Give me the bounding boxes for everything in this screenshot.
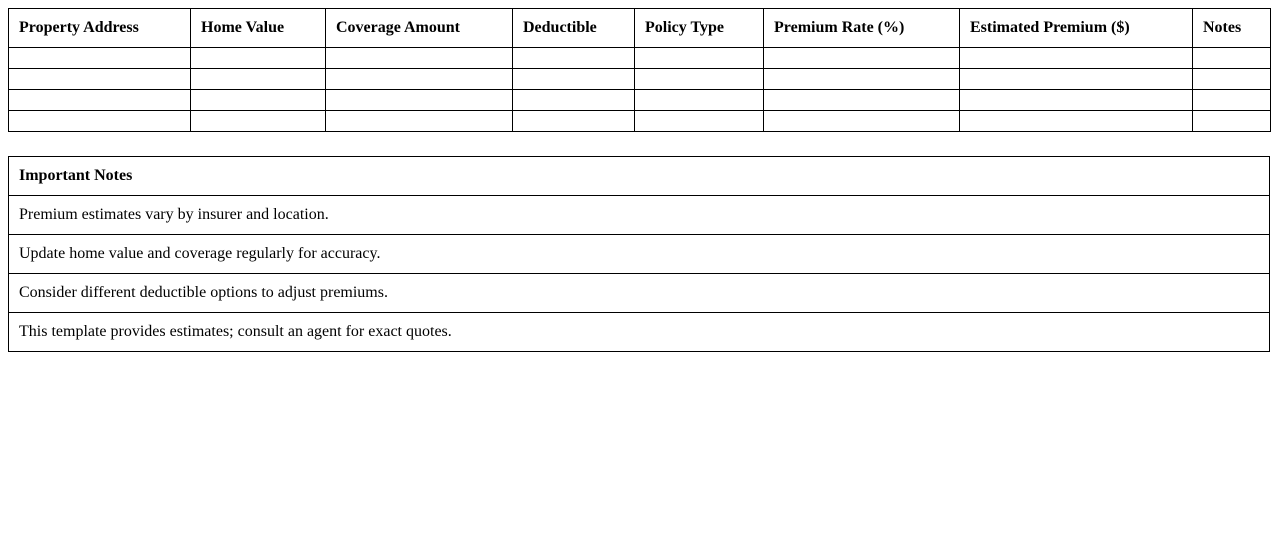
table-row bbox=[9, 48, 1271, 69]
table-row bbox=[9, 90, 1271, 111]
table-cell[interactable] bbox=[326, 48, 513, 69]
table-cell[interactable] bbox=[764, 90, 960, 111]
table-row bbox=[9, 69, 1271, 90]
table-cell[interactable] bbox=[326, 69, 513, 90]
table-cell[interactable] bbox=[9, 90, 191, 111]
table-cell[interactable] bbox=[513, 90, 635, 111]
header-home-value: Home Value bbox=[191, 9, 326, 48]
table-row bbox=[9, 111, 1271, 132]
table-cell[interactable] bbox=[191, 48, 326, 69]
insurance-estimate-table bbox=[8, 8, 1271, 132]
note-item: Consider different deductible options to adjust premiums. bbox=[9, 274, 1270, 313]
table-cell[interactable] bbox=[513, 48, 635, 69]
header-notes: Notes bbox=[1193, 9, 1271, 48]
table-cell[interactable] bbox=[9, 111, 191, 132]
header-deductible: Deductible bbox=[513, 9, 635, 48]
note-item: This template provides estimates; consult an agent for exact quotes. bbox=[9, 313, 1270, 352]
table-cell[interactable] bbox=[191, 90, 326, 111]
table-cell[interactable] bbox=[764, 69, 960, 90]
note-row bbox=[9, 196, 1270, 235]
table-cell[interactable] bbox=[1193, 48, 1271, 69]
table-cell[interactable] bbox=[326, 90, 513, 111]
table-cell[interactable] bbox=[9, 48, 191, 69]
table-cell[interactable] bbox=[191, 69, 326, 90]
notes-title: Important Notes bbox=[9, 157, 1270, 196]
table-cell[interactable] bbox=[960, 111, 1193, 132]
table-cell[interactable] bbox=[326, 111, 513, 132]
table-cell[interactable] bbox=[764, 48, 960, 69]
table-cell[interactable] bbox=[764, 111, 960, 132]
header-estimated-premium: Estimated Premium ($) bbox=[960, 9, 1193, 48]
table-cell[interactable] bbox=[191, 111, 326, 132]
important-notes-table bbox=[8, 156, 1270, 352]
note-item: Premium estimates vary by insurer and location. bbox=[9, 196, 1270, 235]
table-cell[interactable] bbox=[960, 90, 1193, 111]
table-cell[interactable] bbox=[1193, 111, 1271, 132]
header-coverage-amount: Coverage Amount bbox=[326, 9, 513, 48]
table-cell[interactable] bbox=[513, 69, 635, 90]
table-cell[interactable] bbox=[1193, 69, 1271, 90]
note-row bbox=[9, 313, 1270, 352]
table-cell[interactable] bbox=[635, 69, 764, 90]
header-property-address: Property Address bbox=[9, 9, 191, 48]
table-cell[interactable] bbox=[635, 48, 764, 69]
table-cell[interactable] bbox=[1193, 90, 1271, 111]
header-policy-type: Policy Type bbox=[635, 9, 764, 48]
table-header-row bbox=[9, 9, 1271, 48]
header-premium-rate: Premium Rate (%) bbox=[764, 9, 960, 48]
table-cell[interactable] bbox=[635, 90, 764, 111]
page-content bbox=[8, 8, 1270, 352]
table-cell[interactable] bbox=[960, 48, 1193, 69]
note-row bbox=[9, 274, 1270, 313]
table-cell[interactable] bbox=[960, 69, 1193, 90]
table-cell[interactable] bbox=[513, 111, 635, 132]
table-cell[interactable] bbox=[9, 69, 191, 90]
notes-header-row bbox=[9, 157, 1270, 196]
note-item: Update home value and coverage regularly for accuracy. bbox=[9, 235, 1270, 274]
table-cell[interactable] bbox=[635, 111, 764, 132]
note-row bbox=[9, 235, 1270, 274]
